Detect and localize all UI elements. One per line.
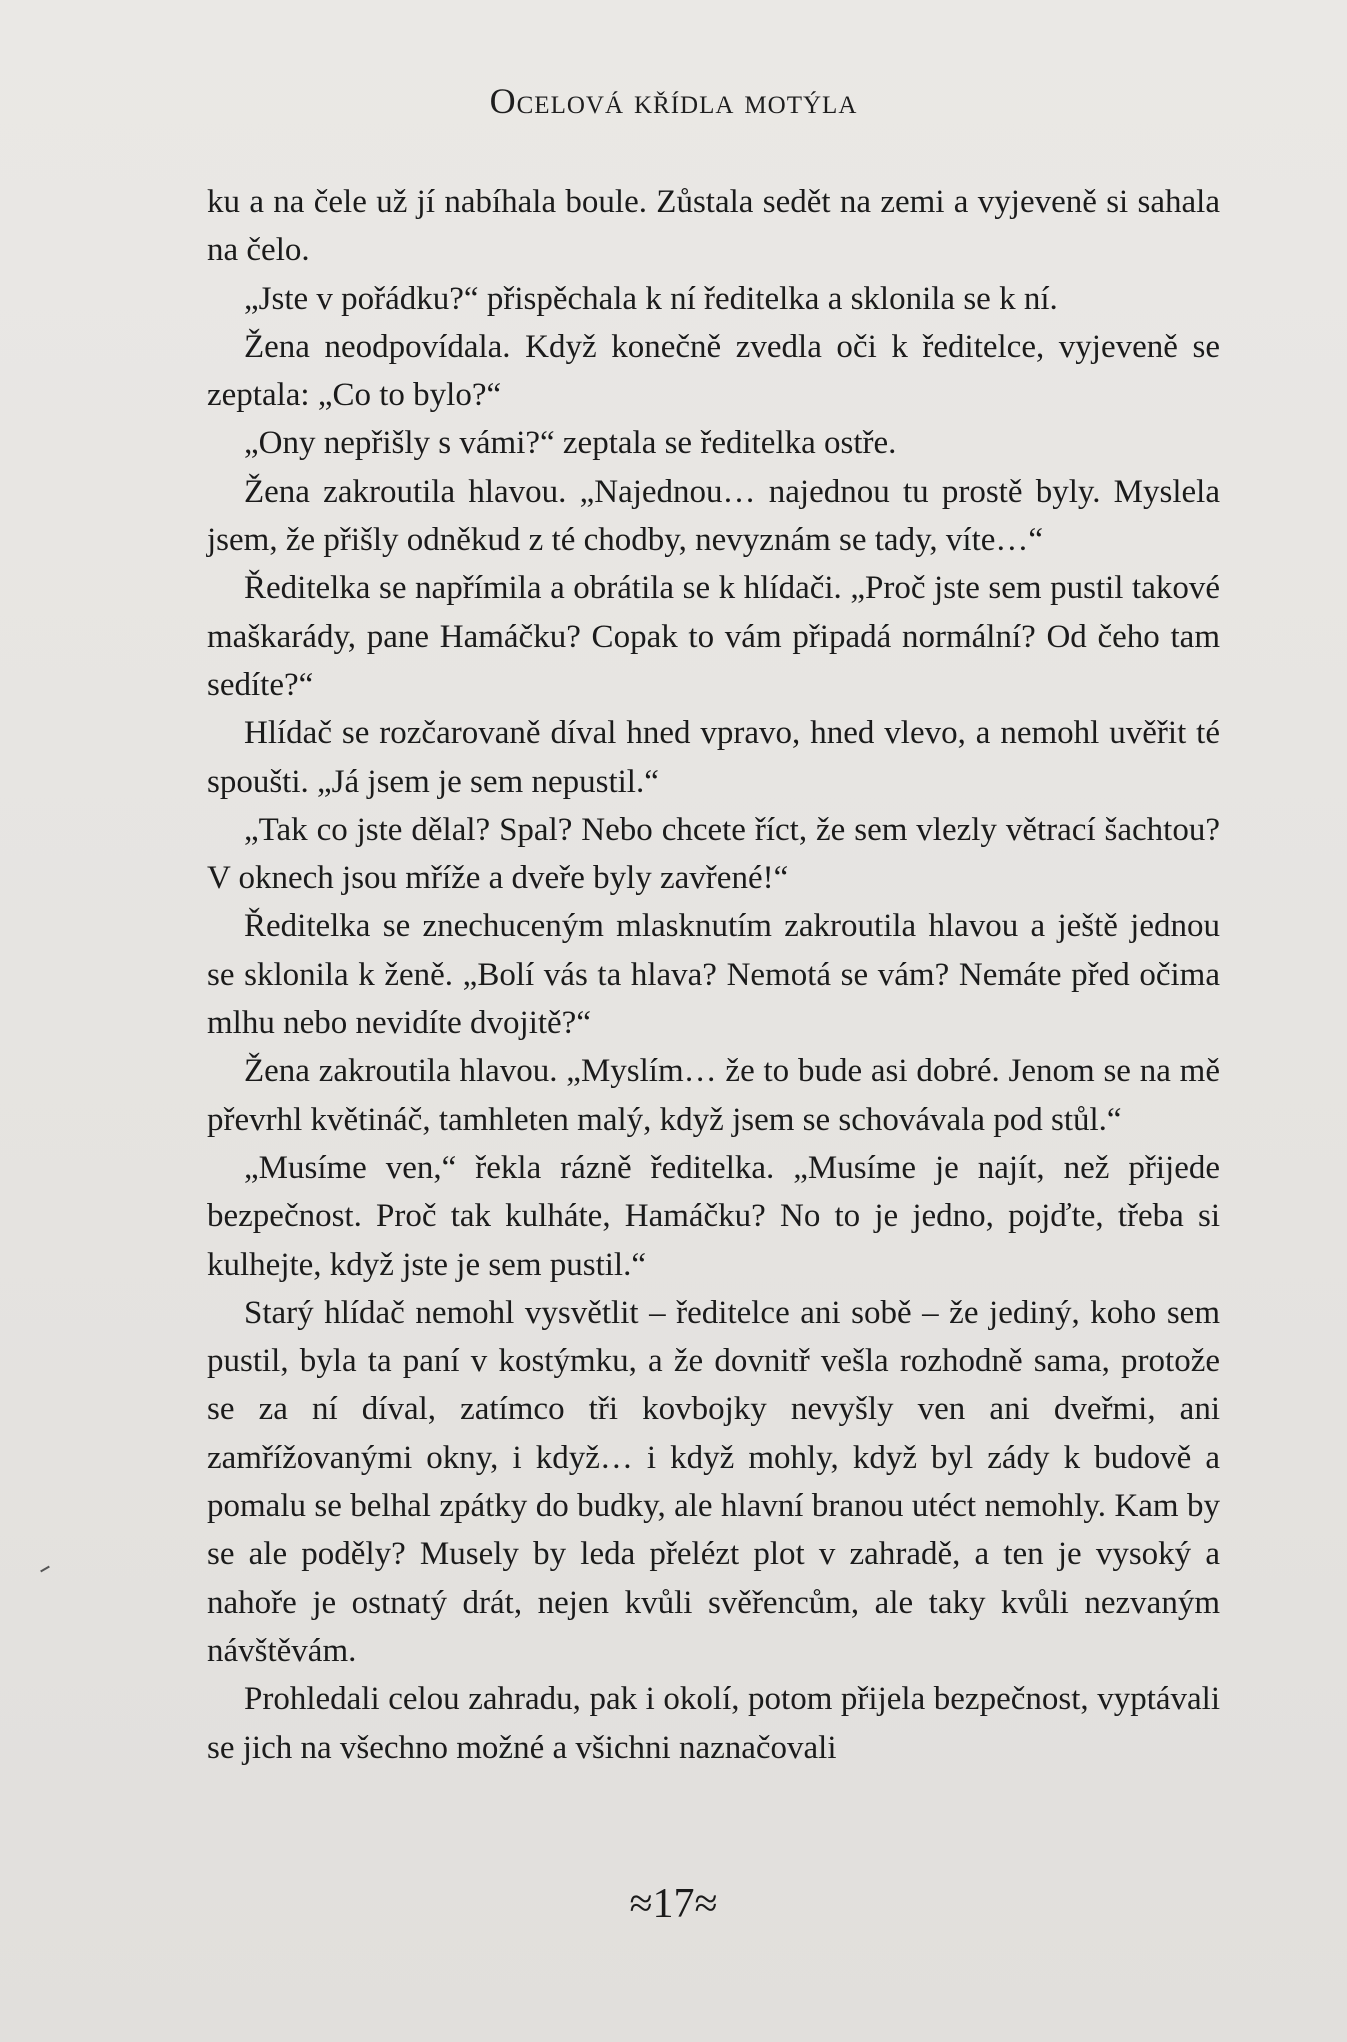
paragraph: Hlídač se rozčarovaně díval hned vpravo, hned vlevo, a nemohl uvěřit té spoušti. „Já jsem je sem nepustil.“ (207, 715, 1220, 800)
paragraph: Ředitelka se napřímila a obrátila se k hlídači. „Proč jste sem pustil takové maškarády, pane Hamáčku? Copak to vám připadá normální? Od čeho tam sedíte?“ (207, 570, 1220, 703)
body-text (207, 178, 1220, 1772)
paragraph: Starý hlídač nemohl vysvětlit – ředitelce ani sobě – že jediný, koho sem pustil, byla ta paní v kostýmku, a že dovnitř vešla rozhodně sama, protože se za ní díval, zatímco tři kovbojky nevyšly ven ani dveřmi, ani zamřížovanými okny, i když… i když mohly, když byl zády k budově a pomalu se belhal zpátky do budky, ale hlavní branou utéct nemohly. Kam by se ale poděly? Musely by leda přelézt plot v zahradě, a ten je vysoký a nahoře je ostnatý drát, nejen kvůli svěřencům, ale taky kvůli nezvaným návštěvám. (207, 1294, 1220, 1669)
paragraph: „Jste v pořádku?“ přispěchala k ní ředitelka a sklonila se k ní. (244, 280, 1058, 317)
page-number: ≈17≈ (629, 1881, 718, 1927)
paragraph: Ředitelka se znechuceným mlasknutím zakroutila hlavou a ještě jednou se sklonila k ženě. „Bolí vás ta hlava? Nemotá se vám? Nemáte před očima mlhu nebo nevidíte dvojitě?“ (207, 908, 1220, 1042)
running-header: Ocelová křídla motýla (489, 81, 858, 121)
paragraph: Prohledali celou zahradu, pak i okolí, potom přijela bezpečnost, vyptávali se jich na všechno možné a všichni naznačovali (207, 1681, 1220, 1766)
paragraph: „Tak co jste dělal? Spal? Nebo chcete říct, že sem vlezly větrací šachtou? V oknech jsou mříže a dveře byly zavřené!“ (207, 811, 1220, 897)
paragraph: ku a na čele už jí nabíhala boule. Zůstala sedět na zemi a vyjeveně si sahala na čelo. (207, 184, 1220, 269)
paragraph: Žena zakroutila hlavou. „Myslím… že to bude asi dobré. Jenom se na mě převrhl květináč, tamhleten malý, když jsem se schovávala pod stůl.“ (207, 1053, 1220, 1138)
paragraph: Žena zakroutila hlavou. „Najednou… najednou tu prostě byly. Myslela jsem, že přišly odněkud z té chodby, nevyznám se tady, víte…“ (207, 473, 1220, 559)
paragraph: „Musíme ven,“ řekla rázně ředitelka. „Musíme je najít, než přijede bezpečnost. Proč tak kulháte, Hamáčku? No to je jedno, pojďte, třeba si kulhejte, když jste je sem pustil.“ (207, 1149, 1220, 1283)
paragraph: „Ony nepřišly s vámi?“ zeptala se ředitelka ostře. (244, 425, 897, 462)
paragraph: Žena neodpovídala. Když konečně zvedla oči k ředitelce, vyjeveně se zeptala: „Co to bylo?“ (207, 328, 1220, 414)
stray-mark (40, 1566, 50, 1573)
